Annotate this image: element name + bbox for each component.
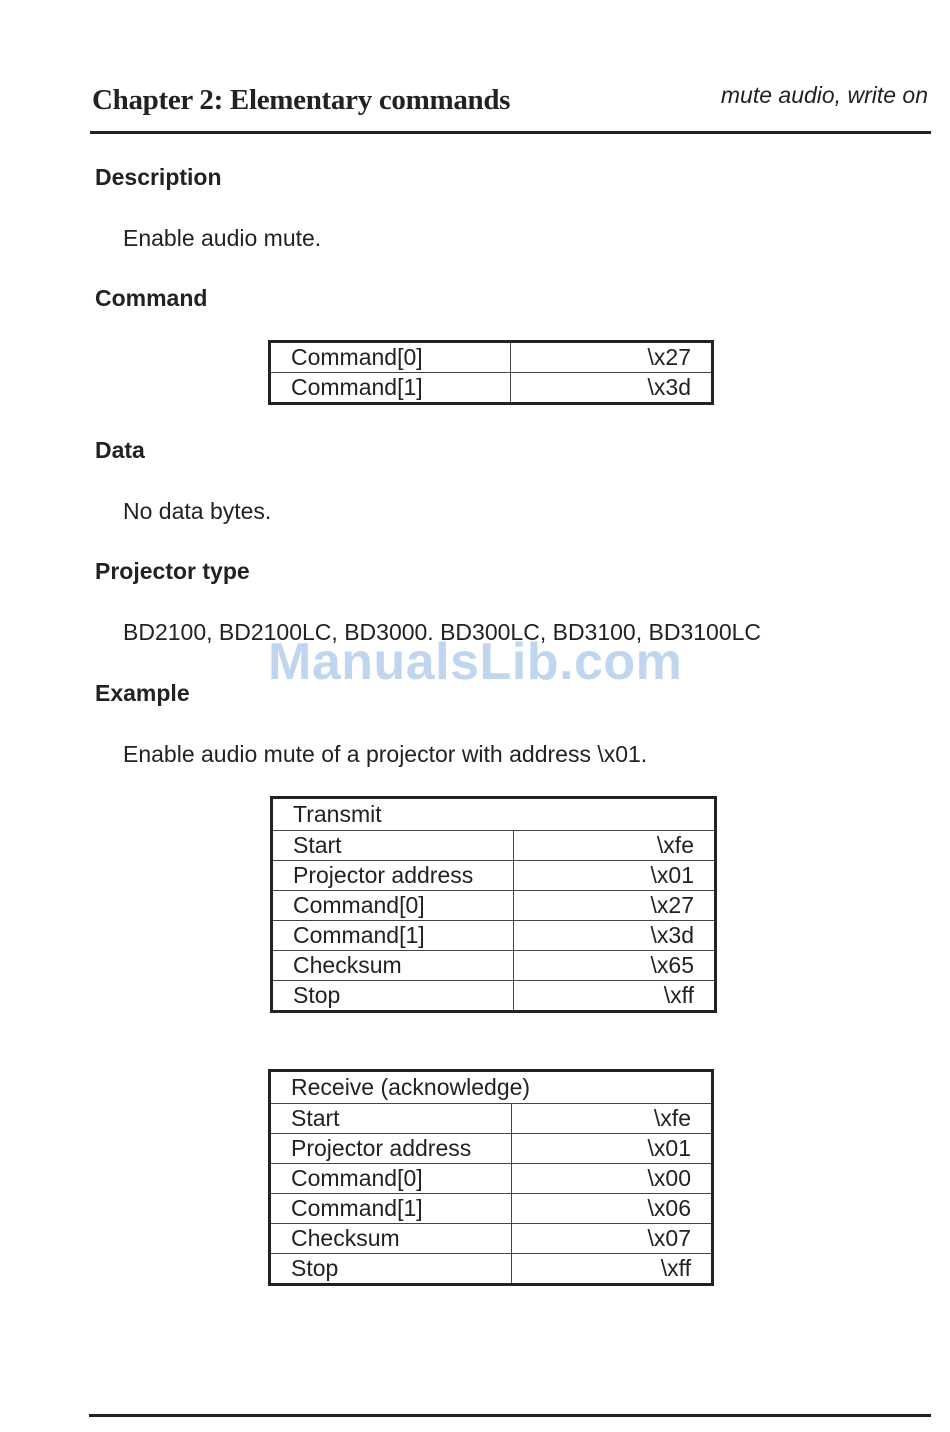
table-row xyxy=(270,1104,713,1134)
chapter-title: Chapter 2: Elementary commands xyxy=(92,84,511,116)
row-value: \x00 xyxy=(511,1164,712,1194)
example-heading: Example xyxy=(95,680,190,706)
row-value: \x01 xyxy=(511,1134,712,1164)
row-label: Command[0] xyxy=(270,1164,512,1194)
top-rule xyxy=(90,131,931,134)
projector-type-text: BD2100, BD2100LC, BD3000. BD300LC, BD3100, BD3100LC xyxy=(123,619,762,645)
example-text: Enable audio mute of a projector with address \x01. xyxy=(123,741,648,767)
table-row xyxy=(270,1224,713,1254)
watermark: ManualsLib.com xyxy=(268,633,683,691)
table-caption: Transmit xyxy=(293,801,382,827)
table-row xyxy=(270,1194,713,1224)
bottom-rule xyxy=(89,1414,931,1417)
row-value: \xff xyxy=(513,981,715,1012)
row-value: \xfe xyxy=(511,1104,712,1134)
table-row xyxy=(272,921,716,951)
row-label: Checksum xyxy=(272,951,514,981)
table-row xyxy=(270,1164,713,1194)
table-row xyxy=(272,951,716,981)
row-label: Projector address xyxy=(270,1134,512,1164)
table-row xyxy=(270,373,713,404)
data-text: No data bytes. xyxy=(123,498,272,524)
row-value: \x27 xyxy=(647,344,691,370)
command-heading: Command xyxy=(95,285,208,311)
table-row xyxy=(270,1254,713,1285)
row-value: \x06 xyxy=(511,1194,712,1224)
table-row xyxy=(270,1134,713,1164)
row-label: Command[0] xyxy=(270,342,511,373)
table-caption-row xyxy=(270,1071,713,1104)
table-caption-row xyxy=(272,798,716,831)
row-label: Projector address xyxy=(272,861,514,891)
description-heading: Description xyxy=(95,164,222,190)
row-label: Start xyxy=(270,1104,512,1134)
row-value: \x3d xyxy=(510,373,712,404)
row-value: \x3d xyxy=(513,921,715,951)
projector-type-heading: Projector type xyxy=(95,558,250,584)
table-row xyxy=(272,861,716,891)
transmit-table xyxy=(270,796,717,1013)
row-label: Stop xyxy=(272,981,514,1012)
running-head: mute audio, write on xyxy=(720,82,928,108)
table-caption: Receive (acknowledge) xyxy=(291,1074,531,1100)
row-value: \x65 xyxy=(513,951,715,981)
table-row xyxy=(272,831,716,861)
row-value: \x07 xyxy=(511,1224,712,1254)
row-value: \x01 xyxy=(513,861,715,891)
command-table xyxy=(268,340,714,405)
row-value: \x27 xyxy=(513,891,715,921)
table-row xyxy=(272,981,716,1012)
receive-table xyxy=(268,1069,714,1286)
row-value: \xff xyxy=(511,1254,712,1285)
table-row xyxy=(272,891,716,921)
data-heading: Data xyxy=(95,437,145,463)
row-label: Checksum xyxy=(270,1224,512,1254)
row-label: Command[1] xyxy=(270,1194,512,1224)
row-label: Command[0] xyxy=(272,891,514,921)
row-label: Command[1] xyxy=(270,373,511,404)
row-label: Stop xyxy=(270,1254,512,1285)
row-value: \xfe xyxy=(513,831,715,861)
table-row xyxy=(270,342,713,373)
description-text: Enable audio mute. xyxy=(123,225,322,251)
row-label: Command[1] xyxy=(272,921,514,951)
row-label: Start xyxy=(272,831,514,861)
